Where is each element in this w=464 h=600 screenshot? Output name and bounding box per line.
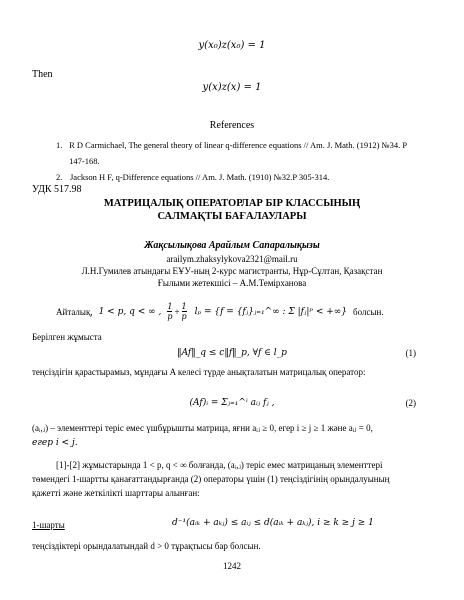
equation-y-z-x0: y(x₀)z(x₀) = 1 — [198, 40, 266, 51]
equation-number-1: (1) — [405, 348, 416, 358]
text-paragraph-2b: егер i < j. — [32, 438, 78, 448]
intro-condition: 1 < p, q < ∞ , — [98, 306, 162, 317]
then-label: Then — [32, 69, 53, 80]
equation-number-2: (2) — [405, 398, 416, 408]
text-paragraph-4: теңсіздіктері орындалатындай d > 0 тұрақтысы бар болсын. — [32, 541, 261, 551]
inequality-1: ‖Af‖_q ≤ c‖f‖_p, ∀f ∈ l_p — [177, 348, 287, 358]
supervisor: Ғылыми жетекшісі – А.М.Темірханова — [157, 278, 307, 288]
text-paragraph-1: теңсіздігін қарастырамыз, мұндағы A келесі түрде анықталатын матрицалық оператор: — [32, 367, 366, 377]
plus-sign: + — [174, 306, 180, 317]
given-work-text: Берілген жұмыста — [32, 332, 102, 342]
author-email: arailym.zhaksylykova2321@mail.ru — [166, 254, 298, 264]
fraction-1-p: $\frac{1}{p}$ — [167, 302, 173, 321]
author-name: Жақсылықова Арайлым Сапаралықызы — [144, 240, 320, 251]
reference-text: R D Carmichael, The general theory of linear q-difference equations // Am. J. Math. (1912) №34. P 147-168. — [69, 140, 407, 166]
text-paragraph-3a: [1]-[2] жұмыстарында 1 < p, q < ∞ болғанда, (aᵢ,ⱼ) теріс емес матрицаның элементтері — [56, 460, 383, 470]
condition-1-label: 1-шарты — [32, 520, 65, 530]
text-paragraph-3b: төмендегі 1-шартты қанағаттандырғанда (2) операторы үшін (1) теңсіздігінің орындалуының — [32, 474, 390, 484]
intro-line — [56, 302, 384, 321]
page-number: 1242 — [223, 561, 241, 571]
equation-y-z-x: y(x)z(x) = 1 — [202, 82, 262, 93]
reference-text: Jackson H F, q-Difference equations // Am. J. Math. (1910) №32.P 305-314. — [70, 172, 330, 182]
reference-item: 2. Jackson H F, q-Difference equations // Am. J. Math. (1910) №32.P 305-314. — [56, 169, 416, 185]
intro-suffix: болсын. — [353, 306, 384, 317]
article-title-line1: МАТРИЦАЛЫҚ ОПЕРАТОРЛАР БІР КЛАССЫНЫҢ — [103, 198, 361, 209]
reference-item: 1. R D Carmichael, The general theory of linear q-difference equations // Am. J. Math. (1912) №34. P 147-168. — [56, 137, 416, 169]
operator-equation: (Af)ᵢ = Σⱼ₌₁^ⁱ aᵢⱼ fⱼ , — [189, 398, 275, 408]
text-paragraph-3c: қажетті және жеткілікті шарттары алынған: — [32, 488, 200, 498]
text-paragraph-2a: (aᵢ,ⱼ) – элементтері теріс емес үшбұрышты матрица, яғни aᵢⱼ ≥ 0, егер i ≥ j ≥ 1 және aᵢⱼ = 0, — [32, 423, 373, 433]
references-title: References — [209, 120, 255, 131]
udc-code: УДК 517.98 — [32, 184, 82, 195]
author-affiliation: Л.Н.Гумилев атындағы ЕҰУ-ның 2-курс магистранты, Нұр-Сұлтан, Қазақстан — [81, 266, 383, 276]
fraction-1-p-second: $\frac{1}{p}$ — [181, 302, 187, 321]
references-list — [56, 137, 416, 185]
condition-1-inequality: d⁻¹(aᵢₖ + aₖⱼ) ≤ aᵢⱼ ≤ d(aᵢₖ + aₖⱼ), i ≥ k ≥ j ≥ 1 — [172, 518, 374, 528]
intro-prefix: Айталық, — [56, 306, 93, 317]
lp-definition: lₚ = {f = {fⱼ}ⱼ₌₁^∞ : Σ |fⱼ|ᵖ < +∞} — [194, 306, 348, 317]
article-title-line2: САЛМАҚТЫ БАҒАЛАУЛАРЫ — [157, 211, 307, 222]
